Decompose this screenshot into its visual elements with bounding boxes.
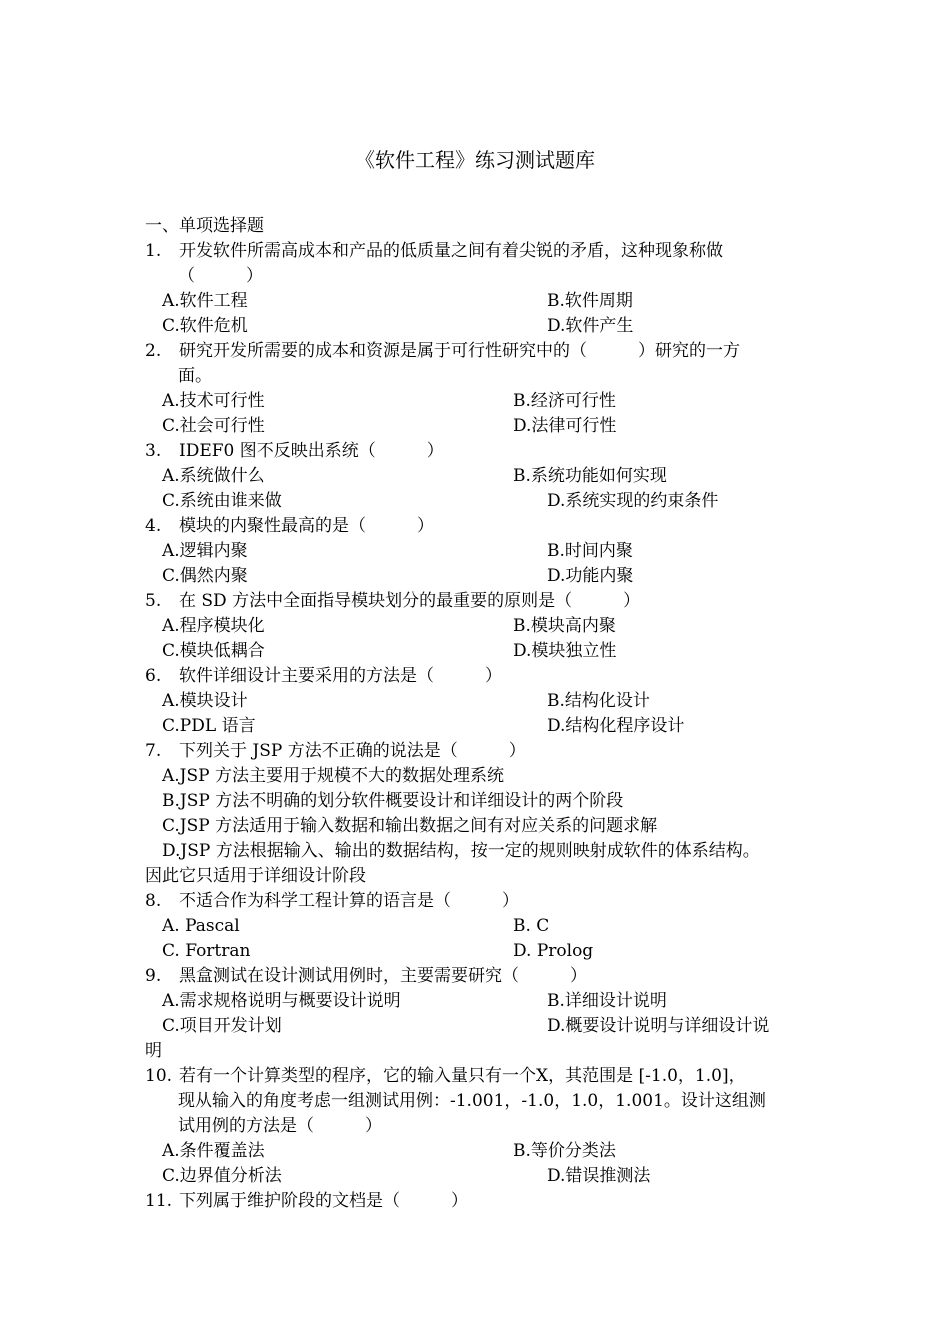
question-6-option-a: A.模块设计 (162, 691, 248, 711)
question-number: 11. (145, 1191, 173, 1211)
question-10-stem (145, 1064, 746, 1089)
question-9-option-b: B.详细设计说明 (547, 991, 667, 1011)
question-number: 6. (145, 666, 162, 686)
question-1-option-a: A.软件工程 (162, 291, 248, 311)
question-6-option-d: D.结构化程序设计 (547, 716, 685, 736)
question-2-stem-cont: 面。 (178, 366, 212, 386)
question-text: IDEF0 图不反映出系统（ ） (179, 441, 444, 461)
question-7-stem (145, 739, 526, 764)
question-3-option-a: A.系统做什么 (162, 466, 265, 486)
question-10-option-d: D.错误推测法 (547, 1166, 651, 1186)
question-text: 若有一个计算类型的程序，它的输入量只有一个X，其范围是 [-1.0，1.0]， (179, 1066, 746, 1086)
question-8-option-b: B. C (513, 916, 550, 936)
question-5-option-c: C.模块低耦合 (162, 641, 265, 661)
question-4-option-b: B.时间内聚 (547, 541, 633, 561)
question-4-option-c: C.偶然内聚 (162, 566, 248, 586)
question-9-option-a: A.需求规格说明与概要设计说明 (162, 991, 401, 1011)
question-2-option-d: D.法律可行性 (513, 416, 617, 436)
question-3-stem (145, 439, 444, 464)
question-7-option-d-cont: 因此它只适用于详细设计阶段 (145, 866, 366, 886)
question-number: 3. (145, 441, 162, 461)
question-1-stem-cont: （ ） (178, 266, 263, 286)
question-3-option-d: D.系统实现的约束条件 (547, 491, 719, 511)
question-3-option-c: C.系统由谁来做 (162, 491, 282, 511)
question-6-stem (145, 664, 502, 689)
question-number: 4. (145, 516, 162, 536)
question-text: 黑盒测试在设计测试用例时，主要需要研究（ ） (179, 966, 587, 986)
question-text: 下列属于维护阶段的文档是（ ） (179, 1191, 468, 1211)
question-5-stem (145, 589, 640, 614)
question-7-option-c: C.JSP 方法适用于输入数据和输出数据之间有对应关系的问题求解 (162, 816, 658, 836)
question-4-stem (145, 514, 434, 539)
question-text: 模块的内聚性最高的是（ ） (179, 516, 434, 536)
question-text: 软件详细设计主要采用的方法是（ ） (179, 666, 502, 686)
question-5-option-d: D.模块独立性 (513, 641, 617, 661)
question-8-option-d: D. Prolog (513, 941, 594, 961)
question-7-option-a: A.JSP 方法主要用于规模不大的数据处理系统 (162, 766, 504, 786)
question-9-option-d: D.概要设计说明与详细设计说 (547, 1016, 770, 1036)
question-4-option-a: A.逻辑内聚 (162, 541, 248, 561)
question-9-option-d-cont: 明 (145, 1041, 162, 1061)
question-2-option-c: C.社会可行性 (162, 416, 265, 436)
question-9-stem (145, 964, 587, 989)
question-text: 开发软件所需高成本和产品的低质量之间有着尖锐的矛盾，这种现象称做 (179, 241, 723, 261)
question-8-option-a: A. Pascal (162, 916, 240, 936)
question-2-option-b: B.经济可行性 (513, 391, 616, 411)
question-10-option-a: A.条件覆盖法 (162, 1141, 265, 1161)
question-9-option-c: C.项目开发计划 (162, 1016, 282, 1036)
question-number: 9. (145, 966, 162, 986)
question-number: 2. (145, 341, 162, 361)
question-number: 7. (145, 741, 162, 761)
question-1-option-b: B.软件周期 (547, 291, 633, 311)
question-8-option-c: C. Fortran (162, 941, 251, 961)
question-6-option-b: B.结构化设计 (547, 691, 650, 711)
question-text: 在 SD 方法中全面指导模块划分的最重要的原则是（ ） (179, 591, 641, 611)
section-heading: 一、单项选择题 (145, 216, 264, 236)
question-4-option-d: D.功能内聚 (547, 566, 634, 586)
question-number: 5. (145, 591, 162, 611)
question-2-stem (145, 339, 740, 364)
question-5-option-a: A.程序模块化 (162, 616, 265, 636)
question-1-stem (145, 239, 723, 264)
question-10-option-b: B.等价分类法 (513, 1141, 616, 1161)
question-6-option-c: C.PDL 语言 (162, 716, 256, 736)
question-number: 10. (145, 1066, 173, 1086)
question-10-stem-cont-2: 试用例的方法是（ ） (178, 1116, 382, 1136)
question-5-option-b: B.模块高内聚 (513, 616, 616, 636)
document-title: 《软件工程》练习测试题库 (355, 148, 595, 172)
question-8-stem (145, 889, 519, 914)
question-7-option-b: B.JSP 方法不明确的划分软件概要设计和详细设计的两个阶段 (162, 791, 624, 811)
question-10-stem-cont: 现从输入的角度考虑一组测试用例：-1.001，-1.0，1.0，1.001。设计这组测 (178, 1091, 766, 1111)
question-2-option-a: A.技术可行性 (162, 391, 265, 411)
question-3-option-b: B.系统功能如何实现 (513, 466, 667, 486)
question-text: 研究开发所需要的成本和资源是属于可行性研究中的（ ）研究的一方 (179, 341, 740, 361)
question-number: 1. (145, 241, 162, 261)
question-text: 不适合作为科学工程计算的语言是（ ） (179, 891, 519, 911)
question-11-stem (145, 1189, 468, 1214)
question-7-option-d: D.JSP 方法根据输入、输出的数据结构，按一定的规则映射成软件的体系结构。 (162, 841, 760, 861)
question-1-option-c: C.软件危机 (162, 316, 248, 336)
question-number: 8. (145, 891, 162, 911)
question-1-option-d: D.软件产生 (547, 316, 634, 336)
question-10-option-c: C.边界值分析法 (162, 1166, 282, 1186)
question-text: 下列关于 JSP 方法不正确的说法是（ ） (179, 741, 526, 761)
